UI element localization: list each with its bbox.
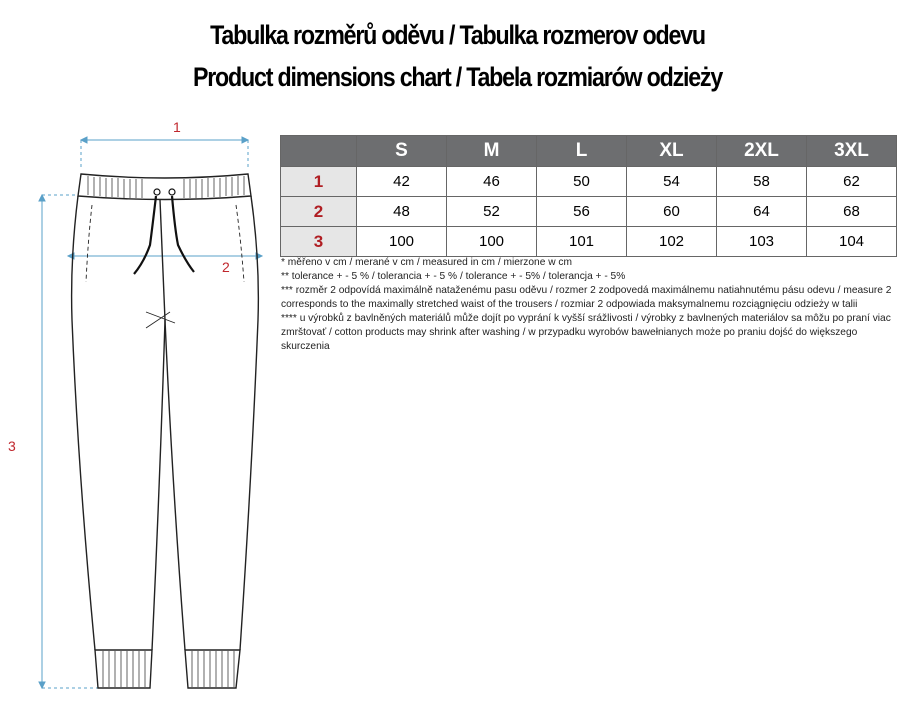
table-cell: 46 [447,167,537,197]
header-corner [281,136,357,167]
size-table [280,135,897,257]
table-cell: 56 [537,197,627,227]
table-cell: 52 [447,197,537,227]
trousers-outline [72,174,259,688]
note-measured-in-cm: * měřeno v cm / merané v cm / measured in cm / mierzone w cm [281,257,572,268]
table-cell: 64 [717,197,807,227]
table-row [281,167,897,197]
measure-2-label: 2 [222,259,230,275]
size-header-s: S [357,136,447,167]
row-label: 3 [281,227,357,257]
title-line-1: Tabulka rozměrů oděvu / Tabulka rozmerov odevu [210,20,705,50]
size-header-m: M [447,136,537,167]
table-row [281,227,897,257]
table-cell: 100 [357,227,447,257]
row-label: 2 [281,197,357,227]
table-cell: 42 [357,167,447,197]
size-header-l: L [537,136,627,167]
size-header-row [281,136,897,167]
measure-1-label: 1 [173,119,181,135]
size-header-2xl: 2XL [717,136,807,167]
table-cell: 58 [717,167,807,197]
table-cell: 104 [807,227,897,257]
table-cell: 102 [627,227,717,257]
table-cell: 103 [717,227,807,257]
drawstring [134,189,194,274]
note-cotton-shrink: **** u výrobků z bavlněných materiálů může dojít po vyprání k vyšší srážlivosti / výrobky z bavlnených materiálov sa môžu po praní viac zmrštovať / cotton products may shrink after washing / w przypadku wyrobów bawełnianych może po praniu dojść do większego skurczenia [281,313,891,352]
table-cell: 54 [627,167,717,197]
measure-2-line [68,253,262,259]
measure-1-line [81,137,248,170]
trousers-diagram [0,110,280,707]
table-cell: 101 [537,227,627,257]
measure-3-line [39,195,98,688]
table-cell: 62 [807,167,897,197]
table-cell: 50 [537,167,627,197]
measure-3-label: 3 [8,438,16,454]
row-label: 1 [281,167,357,197]
table-cell: 68 [807,197,897,227]
size-header-xl: XL [627,136,717,167]
footnotes [281,256,896,354]
table-row [281,197,897,227]
note-measure-2: *** rozměr 2 odpovídá maximálně nataženému pasu oděvu / rozmer 2 zodpovedá maximálnemu natiahnutému pásu odevu / measure 2 corresponds to the maximally stretched waist of the trousers / rozmiar 2 odpowiada maksymalnemu rozciągnięciu odzieży w talii [281,285,892,310]
table-cell: 48 [357,197,447,227]
table-cell: 60 [627,197,717,227]
table-cell: 100 [447,227,537,257]
title-line-2: Product dimensions chart / Tabela rozmiarów odzieży [192,62,723,92]
note-tolerance: ** tolerance + - 5 % / tolerancia + - 5 % / tolerance + - 5% / tolerancja + - 5% [281,271,626,282]
size-header-3xl: 3XL [807,136,897,167]
